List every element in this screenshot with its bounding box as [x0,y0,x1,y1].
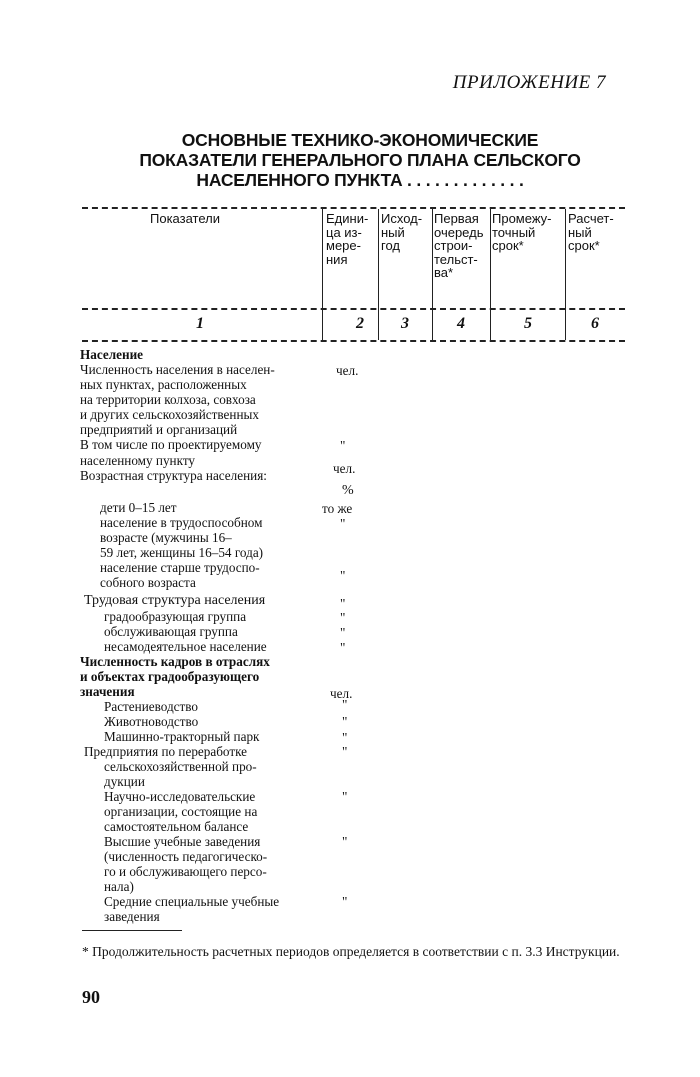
unit-value: " [342,744,348,759]
page-number: 90 [82,987,100,1007]
column-divider [322,209,323,340]
column-number: 5 [524,315,532,332]
row-text: Трудовая структура населения [84,593,266,608]
row-text: Машинно-тракторный парк [104,729,260,744]
unit-value: то же [322,501,353,516]
unit-value: " [340,596,346,611]
footnote: * Продолжительность расчетных периодов определяется в соответствии с п. 3.3 Инструкции. [82,944,620,959]
row-text: население в трудоспособном [100,515,263,530]
row-text: градообразующая группа [104,609,247,624]
row-text: значения [80,684,135,699]
unit-value: " [340,516,346,531]
row-text: ных пунктах, расположенных [80,377,247,392]
header-initial-year: Исход- ный год [381,211,423,253]
row-text: собного возраста [100,575,196,590]
row-text: возрасте (мужчины 16– [100,530,232,545]
unit-value: чел. [330,686,353,701]
header-first-stage: Первая очередь строи- тельст- ва* [434,211,484,280]
row-text: и других сельскохозяйственных [80,407,259,422]
unit-value: " [340,625,346,640]
row-text: заведения [104,909,160,924]
row-text: дукции [104,774,145,789]
title-line-2: ПОКАЗАТЕЛИ ГЕНЕРАЛЬНОГО ПЛАНА СЕЛЬСКОГО [139,150,581,170]
unit-value: " [340,610,346,625]
numbers-bottom-rule [82,340,625,342]
footnote-rule [82,930,182,931]
unit-value: " [342,894,348,909]
table-top-rule [82,207,625,209]
row-text: Растениеводство [104,699,199,714]
unit-value: % [342,483,354,498]
row-text: Средние специальные учебные [104,894,280,909]
column-number: 6 [591,315,599,332]
unit-value: чел. [333,461,356,476]
row-text: самостоятельном балансе [104,819,249,834]
row-text: населенному пункту [80,453,196,468]
page-title [90,130,630,190]
row-text: го и обслуживающего персо- [104,864,267,879]
title-line-1: ОСНОВНЫЕ ТЕХНИКО-ЭКОНОМИЧЕСКИЕ [181,130,539,150]
header-calculated: Расчет- ный срок* [568,211,614,253]
unit-value: " [342,730,348,745]
row-text: Численность населения в населен- [80,362,275,377]
column-divider [565,209,566,340]
row-text: В том числе по проектируемому [80,437,262,452]
column-divider [378,209,379,340]
row-text: сельскохозяйственной про- [104,759,257,774]
row-text: Предприятия по переработке [84,744,248,759]
column-number: 3 [401,315,409,332]
row-text: предприятий и организаций [80,422,238,437]
header-bottom-rule [82,308,625,310]
header-intermediate: Промежу- точный срок* [492,211,552,253]
unit-value: " [340,438,346,453]
appendix-label: ПРИЛОЖЕНИЕ 7 [452,72,606,93]
row-text: на территории колхоза, совхоза [80,392,256,407]
column-number: 4 [457,315,465,332]
row-text: обслуживающая группа [104,624,238,639]
section-heading: Население [80,347,144,362]
unit-value: " [342,834,348,849]
row-text: 59 лет, женщины 16–54 года) [100,545,264,560]
row-text: несамодеятельное население [104,639,267,654]
row-text: население старше трудоспо- [100,560,260,575]
row-text: Высшие учебные заведения [104,834,261,849]
column-number: 2 [356,315,364,332]
row-text: Животноводство [104,714,199,729]
row-text: (численность педагогическо- [104,849,268,864]
unit-value: " [342,789,348,804]
row-text: дети 0–15 лет [100,500,177,515]
column-divider [490,209,491,340]
header-indicators: Показатели [150,211,220,226]
unit-value: " [342,697,348,712]
column-number: 1 [196,315,204,332]
row-text: Численность кадров в отраслях [80,654,270,669]
row-text: нала) [104,879,134,894]
unit-value: чел. [336,363,359,378]
row-text: и объектах градообразующего [80,669,260,684]
title-line-3: НАСЕЛЕННОГО ПУНКТА . . . . . . . . . . . . . [196,170,524,190]
header-unit: Едини- ца из- мере- ния [326,211,369,267]
row-text: Возрастная структура населения: [80,468,267,483]
unit-value: " [340,640,346,655]
unit-value: " [340,568,346,583]
column-divider [432,209,433,340]
row-text: организации, состоящие на [104,804,258,819]
unit-value: " [342,714,348,729]
row-text: Научно-исследовательские [104,789,256,804]
